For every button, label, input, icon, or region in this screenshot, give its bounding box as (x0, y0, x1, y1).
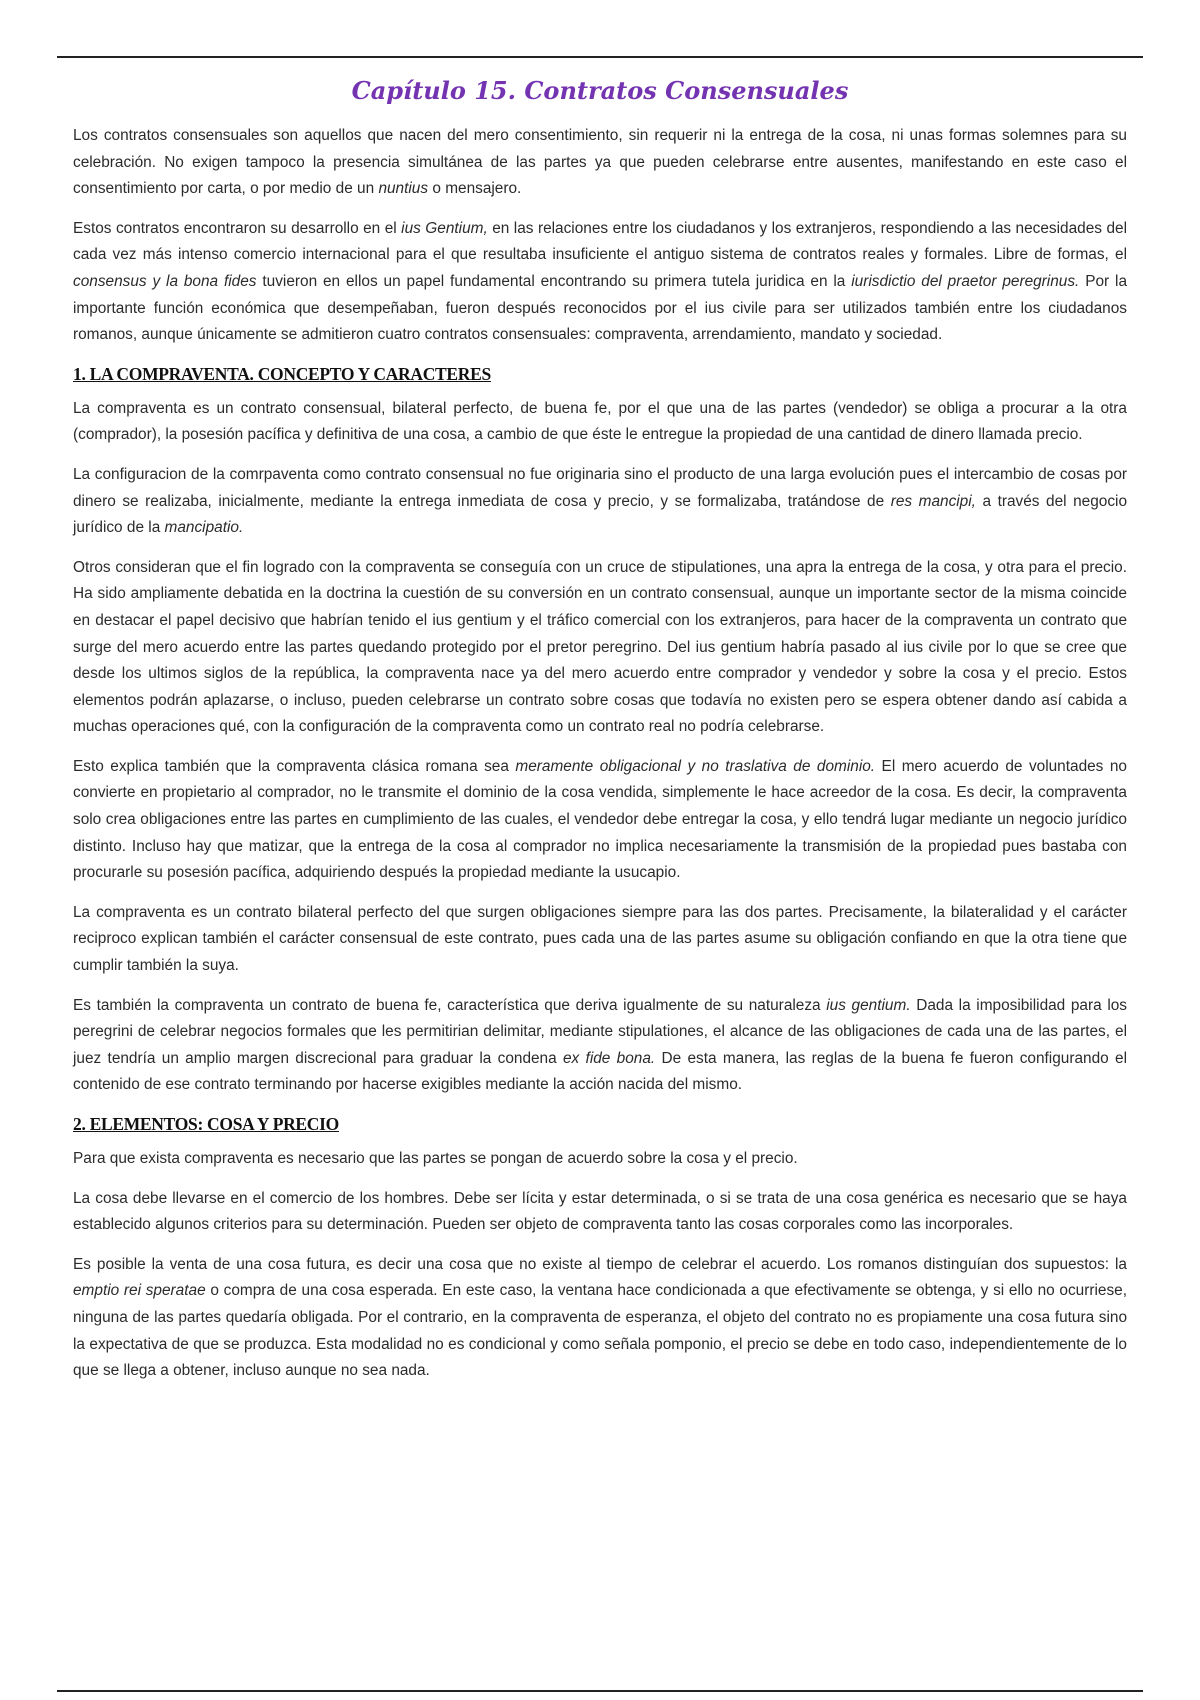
text-run: La compraventa es un contrato consensual, bilateral perfecto, de buena fe, por el que una de las partes (vendedor) se obliga a procurar a la otra (comprador), la posesión pacífica y definitiva de una cosa, a cambio de que éste le entregue la propiedad de una cantidad de dinero llamada precio. (73, 399, 1127, 444)
italic-term: iurisdictio del praetor peregrinus. (851, 272, 1080, 290)
top-rule (57, 56, 1143, 58)
text-run: Por la importante función económica que desempeñaban, fueron después reconocidos por el ius civile para ser utilizados también entre los ciudadanos romanos, aunque únicamente se admitieron cuatro contratos consensuales: compraventa, arrendamiento, mandato y sociedad. (73, 272, 1128, 344)
italic-term: nuntius (378, 180, 429, 198)
italic-term: ius Gentium, (401, 219, 488, 237)
text-run: La configuracion de la comrpaventa como contrato consensual no fue originaria sino el producto de una larga evolución pues el intercambio de cosas por dinero se realizaba, inicialmente, mediante la entrega inmediata de cosa y precio, y se formalizaba, tratándose de (73, 465, 1127, 510)
text-run: Otros consideran que el fin logrado con la compraventa se conseguía con un cruce de stipulationes, una apra la entrega de la cosa, y otra para el precio. Ha sido ampliamente debatida en la doctrina la cuestión de su conversión en un contrato consensual, aunque un importante sector de la misma coincide en destacar el papel decisivo que habrían tenido el ius gentium y el tráfico comercial con los extranjeros, para hacer de la compraventa un contrato que surge del mero acuerdo entre las partes quedando protegido por el pretor peregrino. Del ius gentium habría pasado al ius civile por lo que se cree que desde los ultimos siglos de la república, la compraventa nace ya del mero acuerdo entre comprador y vendedor y sobre la cosa y el precio. Estos elementos podrán aplazarse, o incluso, pueden celebrarse un contrato sobre cosas que todavía no existen pero se espera obtener dando así cabida a muchas operaciones qué, con la configuración de la compraventa como un contrato real no podría celebrarse. (73, 558, 1127, 736)
text-run: tuvieron en ellos un papel fundamental encontrando su primera tutela juridica en la (256, 272, 852, 290)
paragraph (73, 1252, 1127, 1385)
text-run: en las relaciones entre los ciudadanos y los extranjeros, respondiendo a las necesidades del cada vez más intenso comercio internacional para el que resultaba insuficiente el antiguo sistema de contratos reales y formales. Libre de formas, el (73, 219, 1127, 264)
paragraph (73, 900, 1127, 980)
italic-term: emptio rei speratae (73, 1282, 206, 1300)
italic-term: consensus y la bona fides (73, 272, 257, 290)
paragraph (73, 754, 1127, 887)
text-run: De esta manera, las reglas de la buena fe fueron configurando el contenido de ese contrato terminando por hacerse exigibles mediante la acción nacida del mismo. (73, 1049, 1127, 1094)
text-run: a través del negocio jurídico de la (73, 492, 1127, 537)
document-body (73, 76, 1127, 1398)
paragraph (73, 216, 1127, 349)
text-run: Dada la imposibilidad para los peregrini de celebrar negocios formales que les permitirian delimitar, mediante stipulationes, el alcance de las obligaciones de cada una de las partes, el juez tendría un amplio margen discrecional para graduar la condena (73, 996, 1127, 1067)
text-run: La compraventa es un contrato bilateral perfecto del que surgen obligaciones siempre para las dos partes. Precisamente, la bilateralidad y el carácter reciproco explican también el carácter consensual de este contrato, pues cada una de las partes asume su obligación confiando en que la otra tiene que cumplir también la suya. (73, 903, 1127, 975)
text-run: La cosa debe llevarse en el comercio de los hombres. Debe ser lícita y estar determinada, o si se trata de una cosa genérica es necesario que se haya establecido algunos criterios para su determinación. Pueden ser objeto de compraventa tanto las cosas corporales como las incorporales. (73, 1189, 1127, 1234)
paragraph (73, 396, 1127, 449)
text-run: Estos contratos encontraron su desarrollo en el (73, 219, 402, 237)
paragraph (73, 1186, 1127, 1239)
section-heading: 2. ELEMENTOS: COSA Y PRECIO (73, 1114, 339, 1134)
text-run: o mensajero. (428, 180, 522, 198)
text-run: Es posible la venta de una cosa futura, es decir una cosa que no existe al tiempo de celebrar el acuerdo. Los romanos distinguían dos supuestos: la (73, 1255, 1127, 1273)
italic-term: ex fide bona. (562, 1049, 656, 1067)
text-run: o compra de una cosa esperada. En este caso, la ventana hace condicionada a que efectivamente se obtenga, y si ello no ocurriese, ninguna de las partes quedaría obligada. Por el contrario, en la compraventa de esperanza, el objeto del contrato no es propiamente una cosa futura sino la expectativa de que se produzca. Esta modalidad no es condicional y como señala pomponio, el precio se debe en todo caso, independientemente de lo que se llega a obtener, incluso aunque no sea nada. (73, 1282, 1128, 1380)
text-run: Para que exista compraventa es necesario que las partes se pongan de acuerdo sobre la cosa y el precio. (73, 1150, 798, 1167)
italic-term: ius gentium. (826, 996, 911, 1014)
paragraph (73, 462, 1127, 542)
italic-term: res mancipi, (890, 492, 976, 510)
bottom-rule (57, 1690, 1143, 1692)
text-run: El mero acuerdo de voluntades no convierte en propietario al comprador, no le transmite el dominio de la cosa vendida, simplemente le hace acreedor de la cosa. Es decir, la compraventa solo crea obligaciones entre las partes en cumplimiento de las cuales, el vendedor debe entregar la cosa, y ello tendrá lugar mediante un negocio jurídico distinto. Incluso hay que matizar, que la entrega de la cosa al comprador no implica necesariamente la transmisión de la propiedad pues bastaba con procurarle su posesión pacífica, adquiriendo después la propiedad mediante la usucapio. (73, 757, 1127, 882)
paragraph (73, 1146, 1127, 1173)
paragraph (73, 555, 1127, 741)
section-heading: 1. LA COMPRAVENTA. CONCEPTO Y CARACTERES (73, 363, 491, 384)
paragraph (73, 993, 1127, 1099)
italic-term: meramente obligacional y no traslativa de dominio. (515, 757, 876, 775)
text-run: Es también la compraventa un contrato de buena fe, característica que deriva igualmente de su naturaleza (73, 996, 827, 1014)
italic-term: mancipatio. (164, 519, 244, 537)
chapter-title: Capítulo 15. Contratos Consensuales (351, 76, 849, 105)
text-run: Esto explica también que la compraventa clásica romana sea (73, 757, 516, 775)
paragraph (73, 123, 1127, 203)
text-run: Los contratos consensuales son aquellos que nacen del mero consentimiento, sin requerir ni la entrega de la cosa, ni unas formas solemnes para su celebración. No exigen tampoco la presencia simultánea de las partes ya que pueden celebrarse entre ausentes, manifestando en este caso el consentimiento por carta, o por medio de un (73, 127, 1127, 198)
